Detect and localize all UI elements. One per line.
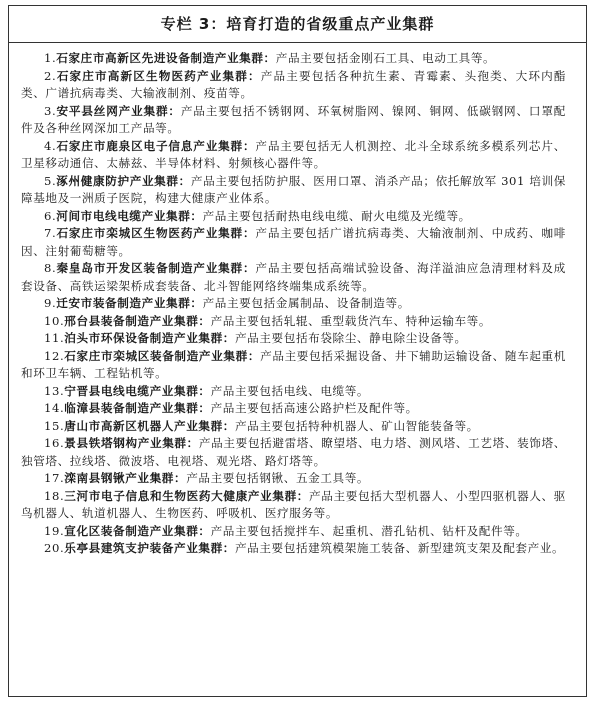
column-title: 专栏 3：培育打造的省级重点产业集群 — [9, 6, 586, 43]
item-number: 19. — [44, 523, 65, 538]
item-description: 产品主要包括采掘设备、井下辅助运输设备、随车起重机和环卫车辆、工程钻机等。 — [21, 348, 566, 380]
item-description: 产品主要包括金属制品、设备制造等。 — [202, 296, 410, 310]
item-number: 17. — [44, 471, 65, 485]
list-item — [21, 488, 566, 523]
item-name: 泊头市环保设备制造产业集群： — [64, 331, 235, 345]
item-description: 产品主要包括搅拌车、起重机、潜孔钻机、钻杆及配件等。 — [210, 523, 528, 538]
item-name: 秦皇岛市开发区装备制造产业集群： — [56, 261, 256, 275]
item-number: 1. — [44, 51, 57, 65]
item-description: 产品主要包括金刚石工具、电动工具等。 — [275, 51, 496, 65]
item-description: 产品主要包括电线、电缆等。 — [210, 383, 370, 398]
item-name: 河间市电线电缆产业集群： — [56, 208, 203, 223]
item-description: 产品主要包括布袋除尘、静电除尘设备等。 — [234, 331, 467, 345]
item-description: 产品主要包括防护服、医用口罩、消杀产品；依托解放军 301 培训保障基地及一洲质子医院，构建大健康产业体系。 — [21, 173, 566, 205]
list-item — [21, 540, 566, 558]
item-number: 6. — [44, 208, 57, 223]
item-number: 12. — [44, 348, 65, 363]
item-number: 13. — [44, 383, 65, 398]
item-name: 迁安市装备制造产业集群： — [56, 296, 203, 310]
item-name: 临漳县装备制造产业集群： — [64, 401, 211, 415]
item-name: 安平县丝网产业集群： — [56, 103, 181, 118]
item-name: 滦南县钢锹产业集群： — [64, 471, 187, 485]
item-name: 石家庄市鹿泉区电子信息产业集群： — [56, 138, 256, 153]
item-description: 产品主要包括广谱抗病毒类、大输液制剂、中成药、咖啡因、注射葡萄糖等。 — [21, 226, 566, 258]
item-number: 15. — [44, 418, 65, 433]
list-item — [21, 348, 566, 383]
item-number: 5. — [44, 173, 57, 188]
item-description: 产品主要包括高端试验设备、海洋溢油应急清理材料及成套设备、高铁运梁架桥成套装备、北斗智能网络终端集成系统等。 — [21, 261, 566, 293]
list-item — [21, 418, 566, 436]
list-item — [21, 295, 566, 313]
item-name: 景县铁塔钢构产业集群： — [64, 436, 199, 450]
list-item — [21, 173, 566, 208]
item-name: 石家庄市高新区先进设备制造产业集群： — [56, 51, 276, 65]
item-description: 产品主要包括无人机测控、北斗全球系统多模系列芯片、卫星移动通信、太赫兹、半导体材料、射频核心器件等。 — [21, 138, 566, 170]
list-item — [21, 103, 566, 138]
item-number: 9. — [44, 296, 57, 310]
list-item — [21, 260, 566, 295]
list-item — [21, 383, 566, 401]
item-number: 8. — [44, 261, 57, 275]
item-number: 11. — [44, 331, 65, 345]
item-number: 4. — [44, 138, 57, 153]
item-description: 产品主要包括钢锹、五金工具等。 — [186, 471, 370, 485]
item-description: 产品主要包括高速公路护栏及配件等。 — [210, 401, 418, 415]
item-name: 涿州健康防护产业集群： — [56, 173, 191, 188]
item-number: 3. — [44, 103, 57, 118]
list-item — [21, 138, 566, 173]
list-item — [21, 68, 566, 103]
item-name: 石家庄市栾城区生物医药产业集群： — [56, 226, 256, 240]
item-description: 产品主要包括避雷塔、瞭望塔、电力塔、测风塔、工艺塔、装饰塔、独管塔、拉线塔、微波塔、电视塔、观光塔、路灯塔等。 — [21, 436, 566, 468]
list-item — [21, 50, 566, 68]
item-name: 宣化区装备制造产业集群： — [64, 523, 211, 538]
item-name: 三河市电子信息和生物医药大健康产业集群： — [64, 488, 310, 503]
item-number: 16. — [44, 436, 65, 450]
item-description: 产品主要包括不锈钢网、环氧树脂网、镍网、铜网、低碳钢网、口罩配件及各种丝网深加工产品等。 — [21, 103, 566, 135]
list-item — [21, 225, 566, 260]
item-number: 18. — [44, 488, 65, 503]
list-item — [21, 470, 566, 488]
item-number: 7. — [44, 226, 57, 240]
item-description: 产品主要包括特种机器人、矿山智能装备等。 — [234, 418, 479, 433]
list-item — [21, 208, 566, 226]
list-item — [21, 435, 566, 470]
list-item — [21, 313, 566, 331]
cluster-list — [9, 43, 586, 558]
item-name: 宁晋县电线电缆产业集群： — [64, 383, 211, 398]
item-description: 产品主要包括各种抗生素、青霉素、头孢类、大环内酯类、广谱抗病毒类、大输液制剂、疫苗等。 — [21, 68, 567, 100]
list-item — [21, 523, 566, 541]
list-item — [21, 330, 566, 348]
item-description: 产品主要包括轧辊、重型载货汽车、特种运输车等。 — [210, 313, 492, 328]
item-description: 产品主要包括耐热电线电缆、耐火电缆及光缆等。 — [202, 208, 471, 223]
item-number: 14. — [44, 401, 65, 415]
item-description: 产品主要包括建筑模架施工装备、新型建筑支架及配套产业。 — [234, 541, 565, 555]
item-name: 乐亭县建筑支护装备产业集群： — [64, 541, 235, 555]
list-item — [21, 400, 566, 418]
item-name: 邢台县装备制造产业集群： — [64, 313, 211, 328]
item-number: 2. — [44, 68, 57, 83]
item-number: 10. — [44, 313, 65, 328]
item-name: 唐山市高新区机器人产业集群： — [64, 418, 235, 433]
item-number: 20. — [44, 541, 65, 555]
item-description: 产品主要包括大型机器人、小型四驱机器人、驱鸟机器人、轨道机器人、生物医药、呼吸机、医疗服务等。 — [21, 488, 566, 520]
item-name: 石家庄市高新区生物医药产业集群： — [56, 68, 261, 83]
item-name: 石家庄市栾城区装备制造产业集群： — [64, 348, 261, 363]
column-box — [8, 5, 587, 697]
